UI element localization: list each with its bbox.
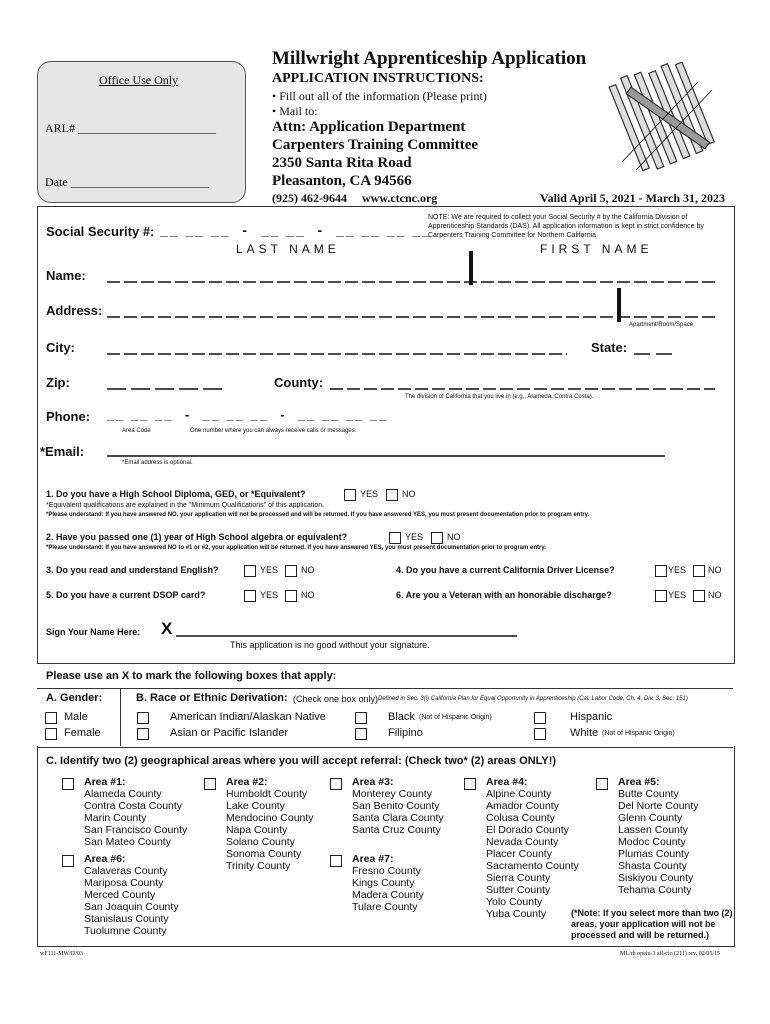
area-7-county: Tulare County <box>352 901 418 913</box>
city-label: City: <box>46 340 75 355</box>
sign-caption: This application is no good without your signature. <box>230 640 430 650</box>
signature-line <box>176 620 517 638</box>
area-7-county: Madera County <box>352 889 424 901</box>
area-1-county: Contra Costa County <box>84 800 183 812</box>
gender-divider <box>120 688 121 746</box>
q2-yes-checkbox[interactable] <box>389 532 401 544</box>
footer-right: ML/rh opeiu-3 afl-cio (211) rev. 02/05/15 <box>620 951 721 957</box>
zip-blank-lines <box>107 374 225 392</box>
area-3-checkbox[interactable] <box>330 778 342 790</box>
instructions-heading: APPLICATION INSTRUCTIONS: <box>272 71 484 86</box>
q2-yes-label: YES <box>405 532 424 542</box>
area-4-county: Colusa County <box>486 812 555 824</box>
area-1-county: Marin County <box>84 812 147 824</box>
area-2-county: Napa County <box>226 824 288 836</box>
area-5-county: Plumas County <box>618 848 690 860</box>
area-5-title: Area #5: <box>618 776 660 788</box>
area-5-county: Siskiyou County <box>618 872 694 884</box>
white-label: White <box>570 727 599 739</box>
q6-yes-checkbox[interactable] <box>655 590 667 602</box>
last-name-header: LAST NAME <box>236 242 340 256</box>
state-label: State: <box>591 340 628 355</box>
question-1: 1. Do you have a High School Diploma, GED, or *Equivalent? <box>46 489 306 499</box>
q6-no-label: NO <box>708 590 722 600</box>
arl-field[interactable]: ARL# _______________________ <box>45 121 216 135</box>
female-checkbox[interactable] <box>45 728 57 740</box>
area-5-county: Tehama County <box>618 884 692 896</box>
areas-note: (*Note: If you select more than two (2) areas, your application will not be processed and will be returned.) <box>571 908 733 940</box>
name-blank-lines <box>107 267 715 285</box>
mail-city: Pleasanton, CA 94566 <box>272 173 412 189</box>
area-1-county: San Mateo County <box>84 836 171 848</box>
area-4-county: Alpine County <box>486 788 552 800</box>
q5-yes-checkbox[interactable] <box>244 590 256 602</box>
instruction-2: • Mail to: <box>272 104 318 118</box>
phone-caption: One number where you can always receive calls or messages. <box>190 428 357 434</box>
zip-label: Zip: <box>46 375 70 390</box>
hispanic-label: Hispanic <box>570 711 613 723</box>
address-label: Address: <box>46 303 103 318</box>
american-indian-label: American Indian/Alaskan Native <box>170 711 326 723</box>
area-7-title: Area #7: <box>352 853 394 865</box>
ssn-note: NOTE: We are required to collect your Social Security # by the California Division of Apprenticeship Standards (DAS). All application information is kept in strict confidence by Carpenters Training Committee for Northern California. <box>428 214 704 239</box>
gender-heading: A. Gender: <box>46 692 103 704</box>
area-3-county: San Benito County <box>352 800 440 812</box>
q1-no-label: NO <box>402 489 416 499</box>
area-7-county: Kings County <box>352 877 415 889</box>
sign-label: Sign Your Name Here: <box>46 627 141 637</box>
email-input[interactable] <box>107 440 665 458</box>
q3-yes-label: YES <box>260 565 279 575</box>
area-3-county: Santa Cruz County <box>352 824 441 836</box>
area-5-county: Butte County <box>618 788 679 800</box>
area-6-checkbox[interactable] <box>62 855 74 867</box>
area-4-county: Amador County <box>486 800 559 812</box>
phone-label: Phone: <box>46 409 91 424</box>
white-qualifier: (Not of Hispanic Origin) <box>602 730 675 737</box>
form-title: Millwright Apprenticeship Application <box>272 48 587 69</box>
area-7-county: Fresno County <box>352 865 421 877</box>
name-label: Name: <box>46 268 86 283</box>
county-label: County: <box>274 375 324 390</box>
question-4: 4. Do you have a current California Driver License? <box>396 565 615 575</box>
area-2-title: Area #2: <box>226 776 268 788</box>
instruction-1: • Fill out all of the information (Please print) <box>272 89 487 103</box>
tools-illustration-icon <box>608 62 726 180</box>
q1-no-checkbox[interactable] <box>386 489 398 501</box>
email-label: *Email: <box>40 444 85 459</box>
area-4-county: Sutter County <box>486 884 551 896</box>
area-2-county: Mendocino County <box>226 812 314 824</box>
question-5: 5. Do you have a current DSOP card? <box>46 590 206 600</box>
white-checkbox[interactable] <box>534 728 546 740</box>
race-heading: B. Race or Ethnic Derivation: <box>136 692 288 704</box>
area-6-title: Area #6: <box>84 853 126 865</box>
area-5-county: Lassen County <box>618 824 689 836</box>
area-4-county: Sacramento County <box>486 860 579 872</box>
phone-website: (925) 462-9644 www.ctcnc.org <box>272 191 438 205</box>
ssn-input[interactable]: __ __ __ - __ __ - __ __ __ __ <box>160 222 432 238</box>
area-6-county: Calaveras County <box>84 865 168 877</box>
q5-yes-label: YES <box>260 590 279 600</box>
male-checkbox[interactable] <box>45 712 57 724</box>
name-divider <box>469 251 473 285</box>
area-2-county: Humboldt County <box>226 788 308 800</box>
q6-no-checkbox[interactable] <box>693 590 705 602</box>
q1-yes-label: YES <box>360 489 379 499</box>
q3-no-checkbox[interactable] <box>285 565 297 577</box>
area-4-county: Sierra County <box>486 872 551 884</box>
black-label: Black <box>388 711 415 723</box>
area-4-county: Yolo County <box>486 896 543 908</box>
email-blank-line <box>107 440 665 458</box>
question-3: 3. Do you read and understand English? <box>46 565 219 575</box>
q2-no-checkbox[interactable] <box>431 532 443 544</box>
mail-attn: Attn: Application Department <box>272 119 466 135</box>
area-6-county: San Joaquin County <box>84 901 179 913</box>
american-indian-checkbox[interactable] <box>137 712 149 724</box>
q3-yes-checkbox[interactable] <box>244 565 256 577</box>
female-label: Female <box>64 727 101 739</box>
male-label: Male <box>64 711 88 723</box>
filipino-label: Filipino <box>388 727 423 739</box>
valid-dates: Valid April 5, 2021 - March 31, 2023 <box>540 191 726 205</box>
address-blank-lines <box>107 302 715 320</box>
question-2: 2. Have you passed one (1) year of High School algebra or equivalent? <box>46 532 348 542</box>
state-input[interactable] <box>634 339 678 355</box>
q1-yes-checkbox[interactable] <box>344 489 356 501</box>
zip-input[interactable] <box>107 374 225 390</box>
q1-note: *Equivalent qualifications are explained in the "Minimum Qualifications" of this application. <box>46 502 325 509</box>
city-blank-lines <box>107 339 567 357</box>
q3-no-label: NO <box>301 565 315 575</box>
office-date-field[interactable]: Date _______________________ <box>45 175 209 189</box>
area-1-county: San Francisco County <box>84 824 188 836</box>
area-2-county: Trinity County <box>226 860 291 872</box>
hispanic-checkbox[interactable] <box>534 712 546 724</box>
area-2-county: Sonoma County <box>226 848 302 860</box>
q4-yes-label: YES <box>668 565 687 575</box>
area-4-title: Area #4: <box>486 776 528 788</box>
apt-caption: Apartment/Room/Space <box>629 322 694 328</box>
area-5-county: Del Norte County <box>618 800 699 812</box>
area-6-county: Mariposa County <box>84 877 164 889</box>
area-1-checkbox[interactable] <box>62 778 74 790</box>
area-3-title: Area #3: <box>352 776 394 788</box>
signature-input[interactable] <box>176 620 517 638</box>
q6-yes-label: YES <box>668 590 687 600</box>
area-6-county: Tuolumne County <box>84 925 167 937</box>
area-1-title: Area #1: <box>84 776 126 788</box>
area-2-checkbox[interactable] <box>204 778 216 790</box>
area-4-county: Yuba County <box>486 908 547 920</box>
area-4-checkbox[interactable] <box>464 778 476 790</box>
mail-street: 2350 Santa Rita Road <box>272 155 412 171</box>
q4-yes-checkbox[interactable] <box>655 565 667 577</box>
area-4-county: Placer County <box>486 848 552 860</box>
area-5-county: Shasta County <box>618 860 687 872</box>
q2-no-label: NO <box>447 532 461 542</box>
office-use-title: Office Use Only <box>99 73 179 87</box>
area-2-county: Solano County <box>226 836 295 848</box>
area-5-county: Glenn County <box>618 812 683 824</box>
footer-left: wF111-MW/D/03 <box>40 951 83 957</box>
ssn-label: Social Security #: <box>46 224 155 239</box>
question-6: 6. Are you a Veteran with an honorable discharge? <box>396 590 612 600</box>
q5-no-label: NO <box>301 590 315 600</box>
area-4-county: El Dorado County <box>486 824 569 836</box>
race-check-one: (Check one box only) <box>293 694 379 704</box>
area-1-county: Alameda County <box>84 788 162 800</box>
area-6-county: Stanislaus County <box>84 913 169 925</box>
mail-org: Carpenters Training Committee <box>272 137 479 153</box>
area-2-county: Lake County <box>226 800 285 812</box>
filipino-checkbox[interactable] <box>355 728 367 740</box>
area-6-county: Merced County <box>84 889 156 901</box>
black-qualifier: (Not of Hispanic Origin) <box>419 714 492 721</box>
city-input[interactable] <box>107 339 567 355</box>
address-divider <box>617 288 621 322</box>
sign-x: X <box>161 619 173 638</box>
address-input[interactable] <box>107 302 715 318</box>
q1-warning: *Please understand: If you have answered NO, your application will not be processed and will be returned. If you have answered YES, you must present documentation prior to program entry. <box>46 512 590 518</box>
name-input[interactable] <box>107 267 715 283</box>
phone-input[interactable]: __ __ __ - __ __ __ - __ __ __ __ <box>107 407 389 422</box>
race-reference: Defined in Sec. 3(i) California Plan for Equal Opportunity in Apprenticeship (Cal. Labor Code, Ch. 4, Div. 3, Sec. 151) <box>378 696 688 702</box>
area-code-caption: Area Code <box>122 428 151 434</box>
county-blank-lines <box>330 374 715 392</box>
q4-no-checkbox[interactable] <box>693 565 705 577</box>
q4-no-label: NO <box>708 565 722 575</box>
first-name-header: FIRST NAME <box>540 242 653 256</box>
q2-warning: *Please understand: If you have answered NO to #1 or #2, your application will be returned. If you have answered YES, you must present documentation prior to program entry. <box>46 545 546 551</box>
black-checkbox[interactable] <box>355 712 367 724</box>
asian-pacific-checkbox[interactable] <box>137 728 149 740</box>
area-3-county: Santa Clara County <box>352 812 444 824</box>
q5-no-checkbox[interactable] <box>285 590 297 602</box>
asian-pacific-label: Asian or Pacific Islander <box>170 727 288 739</box>
areas-heading: C. Identify two (2) geographical areas where you will accept referral: (Check two* (2) areas ONLY!) <box>46 755 557 767</box>
email-caption: *Email address is optional. <box>122 460 193 466</box>
area-5-county: Modoc County <box>618 836 686 848</box>
area-7-checkbox[interactable] <box>330 855 342 867</box>
area-4-county: Nevada County <box>486 836 559 848</box>
county-input[interactable] <box>330 374 715 390</box>
county-caption: The division of California that you live in (e.g., Alameda, Contra Costa). <box>405 394 594 400</box>
area-3-county: Monterey County <box>352 788 432 800</box>
boxes-instruction: Please use an X to mark the following boxes that apply: <box>46 670 337 682</box>
area-5-checkbox[interactable] <box>596 778 608 790</box>
state-blank-lines <box>634 339 678 357</box>
